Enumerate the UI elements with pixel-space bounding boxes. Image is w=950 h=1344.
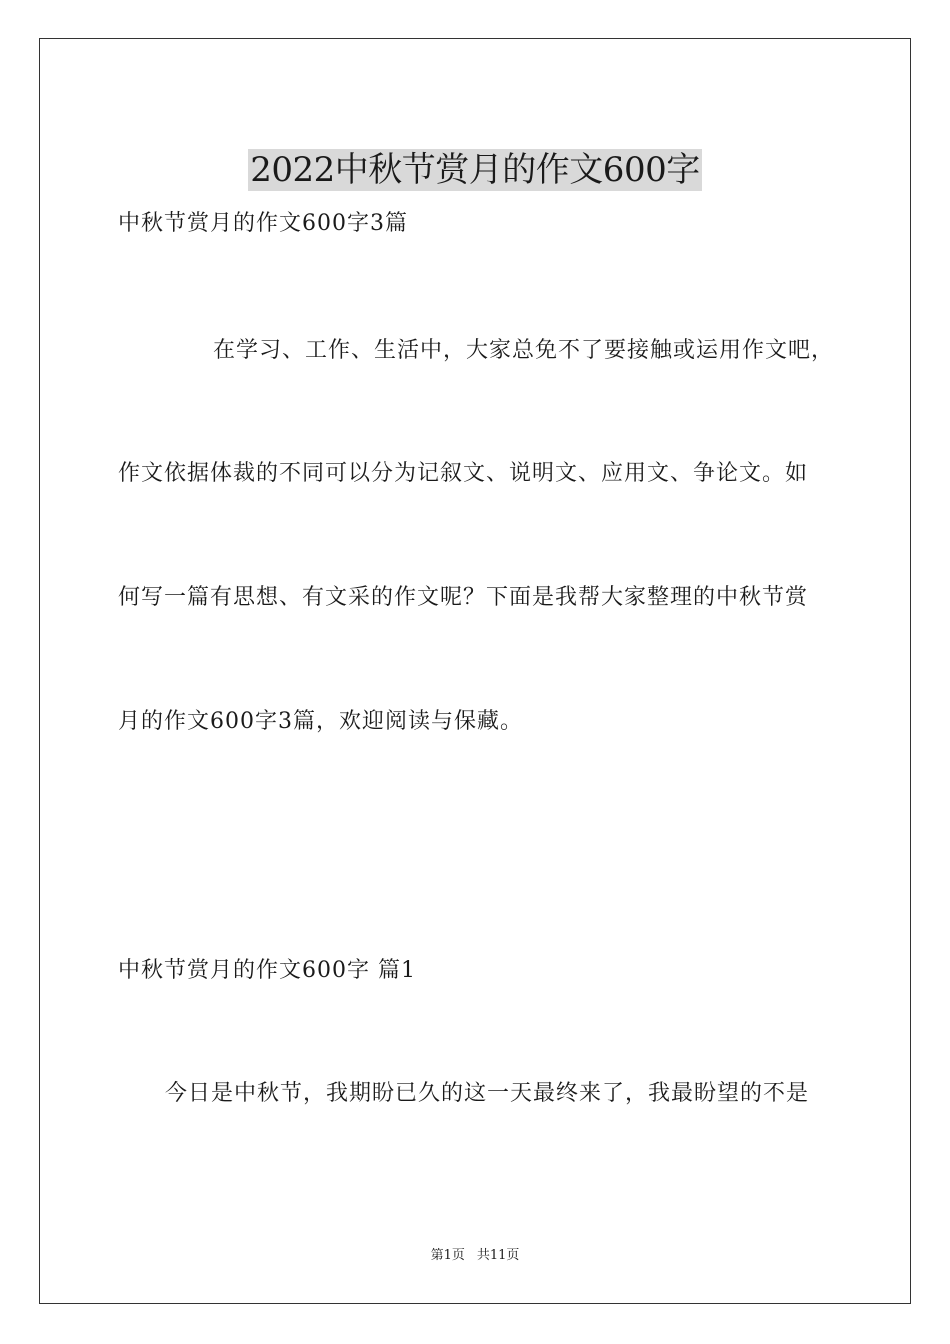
paragraph-line: 在学习、工作、生活中，大家总免不了要接触或运用作文吧，	[213, 338, 835, 363]
section-heading: 中秋节赏月的作文600字 篇1	[118, 958, 416, 983]
page-footer	[0, 1247, 950, 1265]
paragraph-line: 今日是中秋节，我期盼已久的这一天最终来了，我最盼望的不是	[165, 1081, 810, 1106]
paragraph-line: 何写一篇有思想、有文采的作文呢？下面是我帮大家整理的中秋节赏	[118, 585, 809, 610]
paragraph-line: 作文依据体裁的不同可以分为记叙文、说明文、应用文、争论文。如	[118, 461, 809, 486]
document-title: 2022中秋节赏月的作文600字	[250, 149, 700, 190]
page-number-total: 共11页	[476, 1248, 520, 1263]
title-container	[0, 126, 950, 214]
page-number-current: 第1页	[430, 1248, 465, 1263]
subtitle-line: 中秋节赏月的作文600字3篇	[118, 211, 408, 236]
paragraph-line: 月的作文600字3篇，欢迎阅读与保藏。	[118, 709, 523, 734]
